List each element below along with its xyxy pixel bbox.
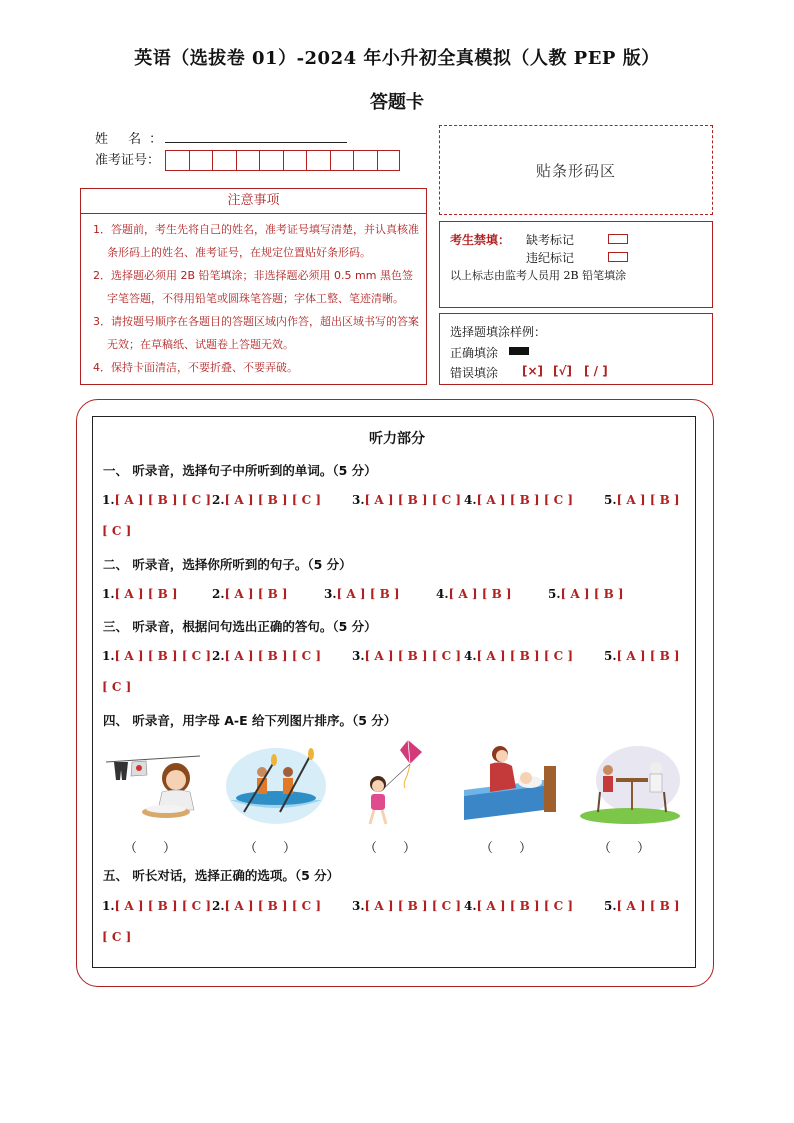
q-number: 5. xyxy=(604,649,617,663)
picture-5-answer[interactable]: （ ） xyxy=(598,841,651,856)
option-bubbles[interactable]: [ A ] [ B ] xyxy=(448,587,512,601)
name-label: 姓 名： xyxy=(95,132,171,147)
q-number: 2. xyxy=(212,587,225,601)
section-3-heading: 三、 听录音，根据问句选出正确的答句。（5 分） xyxy=(103,619,377,634)
id-digit-box[interactable] xyxy=(259,150,283,171)
option-bubbles[interactable]: [ A ] [ B ] [ C ] xyxy=(114,649,212,663)
picture-3-answer[interactable]: （ ） xyxy=(364,841,417,856)
option-bubbles[interactable]: [ A ] [ B ] [ C ] xyxy=(364,899,462,913)
id-digit-box[interactable] xyxy=(330,150,354,171)
q-number: 4. xyxy=(464,493,477,507)
option-bubbles[interactable]: [ A ] [ B ] [ C ] xyxy=(114,493,212,507)
q1-2-options[interactable] xyxy=(212,493,321,507)
option-bubbles[interactable]: [ A ] [ B ] [ C ] xyxy=(364,649,462,663)
q5-4-options[interactable] xyxy=(464,899,573,913)
section-4-heading: 四、 听录音，用字母 A-E 给下列图片排序。（5 分） xyxy=(103,713,397,728)
kite-girl-icon xyxy=(358,738,428,830)
picture-4-answer[interactable]: （ ） xyxy=(480,841,533,856)
q-number: 5. xyxy=(604,493,617,507)
q-number: 1. xyxy=(102,493,115,507)
id-digit-box[interactable] xyxy=(283,150,307,171)
option-bubbles[interactable]: [ A ] [ B ] [ C ] xyxy=(476,493,574,507)
violation-label: 违纪标记 xyxy=(526,251,575,265)
q-number: 3. xyxy=(324,587,337,601)
q-number: 3. xyxy=(352,493,365,507)
option-bubbles[interactable]: [ A ] [ B ] xyxy=(616,899,680,913)
q3-2-options[interactable] xyxy=(212,649,321,663)
q-number: 4. xyxy=(436,587,449,601)
wrong-fill-label: 错误填涂 xyxy=(450,366,499,380)
id-digit-box[interactable] xyxy=(236,150,260,171)
id-digit-box[interactable] xyxy=(306,150,330,171)
correct-fill-sample xyxy=(509,347,529,355)
q1-4-options[interactable] xyxy=(464,493,573,507)
q-number: 2. xyxy=(212,493,225,507)
forbid-label: 考生禁填： xyxy=(450,233,511,247)
option-bubbles[interactable]: [ A ] [ B ] [ C ] xyxy=(224,899,322,913)
wrong-mark-slash: [ / ] xyxy=(584,364,608,378)
page-subtitle: 答题卡 xyxy=(370,92,424,113)
option-bubbles[interactable]: [ A ] [ B ] xyxy=(336,587,400,601)
name-field[interactable] xyxy=(165,142,347,143)
sick-bed-icon xyxy=(460,742,560,826)
option-bubble-c[interactable]: [ C ] xyxy=(102,930,132,944)
q5-3-options[interactable] xyxy=(352,899,461,913)
fill-example-title: 选择题填涂样例： xyxy=(450,325,547,339)
q-number: 3. xyxy=(352,649,365,663)
kayak-rowing-icon xyxy=(224,742,328,826)
q3-5-option-c[interactable] xyxy=(102,680,131,694)
q2-5-options[interactable] xyxy=(548,587,624,601)
q-number: 3. xyxy=(352,899,365,913)
q-number: 5. xyxy=(548,587,561,601)
id-digit-box[interactable] xyxy=(212,150,236,171)
notice-item: 2．选择题必须用 2B 铅笔填涂；非选择题必须用 0.5 mm 黑色签字笔答题，不得用铅笔或圆珠笔答题；字体工整、笔迹清晰。 xyxy=(93,269,413,305)
id-label: 准考证号： xyxy=(95,153,161,168)
q3-3-options[interactable] xyxy=(352,649,461,663)
absent-mark-box[interactable] xyxy=(608,234,628,244)
q1-5-options[interactable] xyxy=(604,493,680,507)
notice-title: 注意事项 xyxy=(81,189,426,214)
q5-2-options[interactable] xyxy=(212,899,321,913)
forbid-note: 以上标志由监考人员用 2B 铅笔填涂 xyxy=(450,269,627,282)
q5-1-options[interactable] xyxy=(102,899,211,913)
wrong-mark-check: [√] xyxy=(553,364,572,378)
notice-item: 1．答题前，考生先将自己的姓名，准考证号填写清楚，并认真核准条形码上的姓名、准考证号，在规定位置贴好条形码。 xyxy=(93,223,419,259)
fill-example-box xyxy=(439,313,713,385)
q3-5-options[interactable] xyxy=(604,649,680,663)
q2-4-options[interactable] xyxy=(436,587,512,601)
q2-1-options[interactable] xyxy=(102,587,178,601)
id-digit-box[interactable] xyxy=(377,150,401,171)
q-number: 2. xyxy=(212,899,225,913)
picture-2-answer[interactable]: （ ） xyxy=(244,841,297,856)
violation-mark-box[interactable] xyxy=(608,252,628,262)
q1-3-options[interactable] xyxy=(352,493,461,507)
q2-2-options[interactable] xyxy=(212,587,288,601)
notice-item: 4．保持卡面清洁，不要折叠、不要弄破。 xyxy=(93,361,298,374)
forbid-box xyxy=(439,221,713,308)
id-digit-box[interactable] xyxy=(165,150,189,171)
correct-fill-label: 正确填涂 xyxy=(450,346,499,360)
q3-4-options[interactable] xyxy=(464,649,573,663)
section-2-heading: 二、 听录音，选择你所听到的句子。（5 分） xyxy=(103,557,352,572)
wrong-mark-cross: [×] xyxy=(522,364,544,378)
absent-label: 缺考标记 xyxy=(526,233,575,247)
q-number: 1. xyxy=(102,587,115,601)
option-bubbles[interactable]: [ A ] [ B ] [ C ] xyxy=(476,649,574,663)
option-bubbles[interactable]: [ A ] [ B ] [ C ] xyxy=(224,649,322,663)
barcode-area: 贴条形码区 xyxy=(439,125,713,215)
listening-title: 听力部分 xyxy=(369,431,425,447)
exam-id-boxes[interactable] xyxy=(165,150,400,171)
page-title: 英语（选拔卷 01）-2024 年小升初全真模拟（人教 PEP 版） xyxy=(134,48,660,69)
option-bubble-c[interactable]: [ C ] xyxy=(102,524,132,538)
q-number: 1. xyxy=(102,649,115,663)
q-number: 1. xyxy=(102,899,115,913)
option-bubbles[interactable]: [ A ] [ B ] xyxy=(224,587,288,601)
option-bubbles[interactable]: [ A ] [ B ] [ C ] xyxy=(224,493,322,507)
q1-1-options[interactable] xyxy=(102,493,211,507)
option-bubbles[interactable]: [ A ] [ B ] xyxy=(560,587,624,601)
option-bubbles[interactable]: [ A ] [ B ] [ C ] xyxy=(476,899,574,913)
q5-5-option-c[interactable] xyxy=(102,930,131,944)
option-bubbles[interactable]: [ A ] [ B ] [ C ] xyxy=(114,899,212,913)
q-number: 2. xyxy=(212,649,225,663)
id-digit-box[interactable] xyxy=(353,150,377,171)
section-5-heading: 五、 听长对话，选择正确的选项。（5 分） xyxy=(103,868,340,883)
q1-5-option-c[interactable] xyxy=(102,524,131,538)
q5-5-options[interactable] xyxy=(604,899,680,913)
picture-1-answer[interactable]: （ ） xyxy=(124,841,177,856)
q3-1-options[interactable] xyxy=(102,649,211,663)
picnic-couple-icon xyxy=(578,744,682,826)
q-number: 5. xyxy=(604,899,617,913)
q-number: 4. xyxy=(464,899,477,913)
id-digit-box[interactable] xyxy=(189,150,213,171)
option-bubbles[interactable]: [ A ] [ B ] xyxy=(616,649,680,663)
option-bubbles[interactable]: [ A ] [ B ] xyxy=(616,493,680,507)
q2-3-options[interactable] xyxy=(324,587,400,601)
q-number: 4. xyxy=(464,649,477,663)
notice-item: 3．请按题号顺序在各题目的答题区域内作答，超出区域书写的答案无效；在草稿纸、试题卷上答题无效。 xyxy=(93,315,419,351)
option-bubbles[interactable]: [ A ] [ B ] xyxy=(114,587,178,601)
laundry-girl-icon xyxy=(104,742,202,822)
option-bubbles[interactable]: [ A ] [ B ] [ C ] xyxy=(364,493,462,507)
section-1-heading: 一、 听录音，选择句子中所听到的单词。（5 分） xyxy=(103,463,377,478)
option-bubble-c[interactable]: [ C ] xyxy=(102,680,132,694)
notice-box xyxy=(80,188,427,385)
